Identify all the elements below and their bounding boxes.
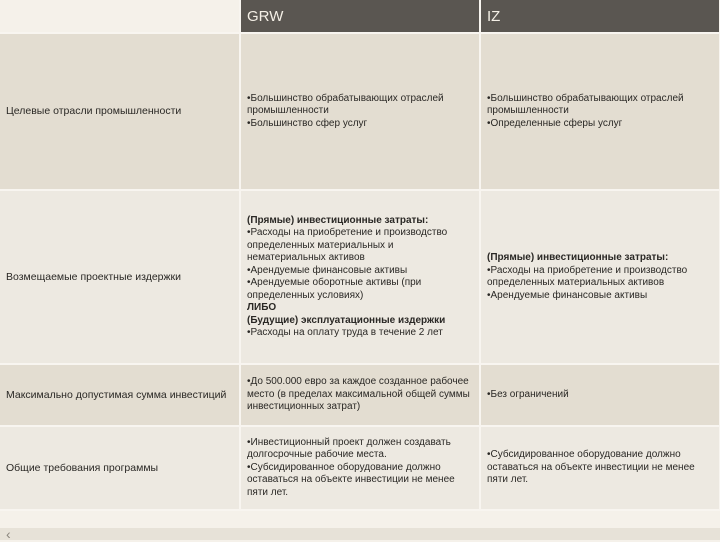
cell-line: •Арендуемые финансовые активы xyxy=(247,264,408,276)
cell-line: •Инвестиционный проект должен создавать долгосрочные рабочие места. xyxy=(247,436,451,461)
cell-line: •Определенные сферы услуг xyxy=(487,117,623,129)
grw-cell xyxy=(240,426,480,510)
table-row xyxy=(0,426,720,510)
iz-cell xyxy=(480,190,720,364)
table-header-row xyxy=(0,0,720,33)
cell-line: •Субсидированное оборудование должно оставаться на объекте инвестиции не менее пяти лет. xyxy=(247,461,455,498)
cell-line: (Прямые) инвестиционные затраты: xyxy=(247,214,429,226)
header-iz: IZ xyxy=(480,0,720,33)
cell-line: •Большинство обрабатывающих отраслей промышленности xyxy=(487,92,684,117)
row-label: Общие требования программы xyxy=(0,426,240,510)
row-label: Возмещаемые проектные издержки xyxy=(0,190,240,364)
cell-line: ЛИБО xyxy=(247,302,277,313)
header-empty-cell xyxy=(0,0,240,33)
cell-line: •Большинство обрабатывающих отраслей промышленности xyxy=(247,92,444,117)
cell-line: •Арендуемые оборотные активы (при определенных условиях) xyxy=(247,277,422,301)
iz-cell xyxy=(480,364,720,426)
header-grw: GRW xyxy=(240,0,480,33)
cell-line: •Субсидированное оборудование должно оставаться на объекте инвестиции не менее пяти лет. xyxy=(487,449,695,486)
cell-line: •Расходы на оплату труда в течение 2 лет xyxy=(247,327,443,338)
slide-footer-bar xyxy=(0,528,720,540)
cell-line: •Без ограничений xyxy=(487,388,569,400)
cell-line: •Большинство сфер услуг xyxy=(247,117,368,129)
cell-line: •Расходы на приобретение и производство определенных материальных активов xyxy=(487,264,688,288)
cell-line: •До 500.000 евро за каждое созданное рабочее место (в пределах максимальной общей суммы инвестиционных затрат) xyxy=(247,376,470,413)
cell-line: •Арендуемые финансовые активы xyxy=(487,289,648,301)
cell-line: (Будущие) эксплуатационные издержки xyxy=(247,314,446,326)
grw-cell xyxy=(240,33,480,190)
cell-line: (Прямые) инвестиционные затраты: xyxy=(487,252,669,263)
chevron-left-icon[interactable]: ‹ xyxy=(6,526,11,542)
cell-line: •Расходы на приобретение и производство определенных материальных и нематериальных активов xyxy=(247,227,448,263)
grw-cell xyxy=(240,364,480,426)
iz-cell xyxy=(480,426,720,510)
row-label: Максимально допустимая сумма инвестиций xyxy=(0,364,240,426)
table-row xyxy=(0,364,720,426)
grw-cell xyxy=(240,190,480,364)
table-row xyxy=(0,190,720,364)
row-label: Целевые отрасли промышленности xyxy=(0,33,240,190)
iz-cell xyxy=(480,33,720,190)
table-row xyxy=(0,33,720,190)
